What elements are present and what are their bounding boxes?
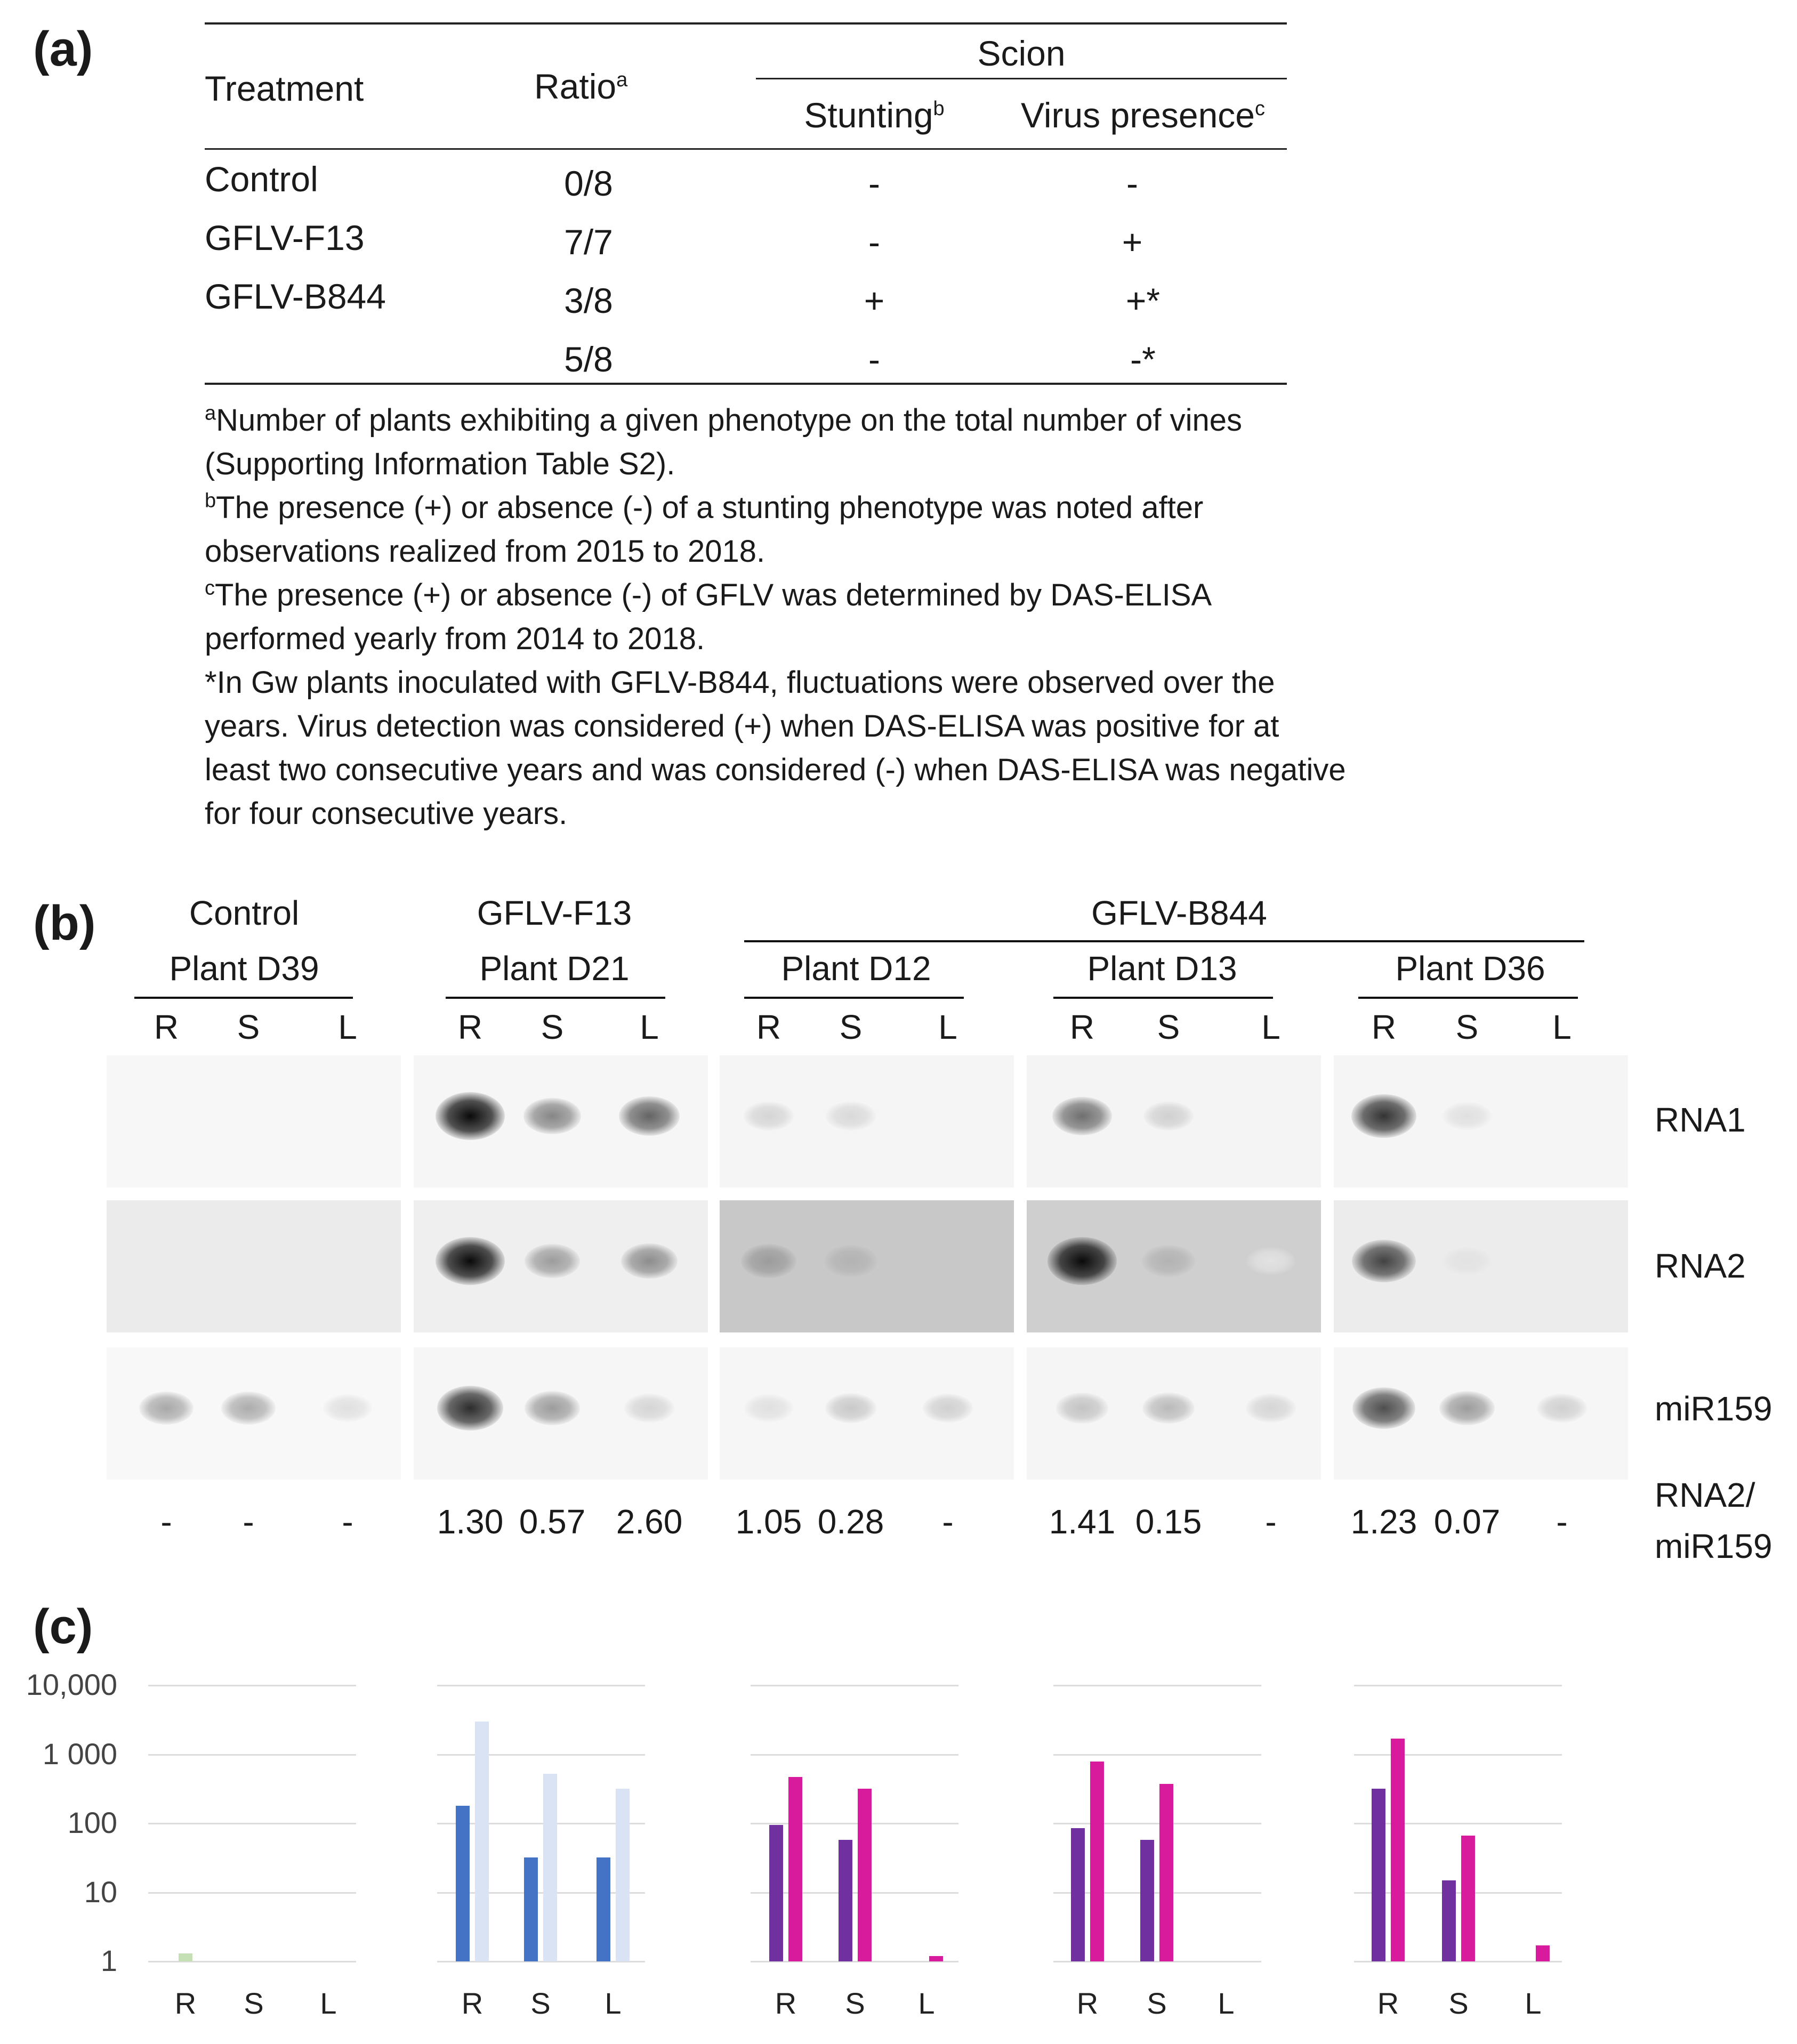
lane-label: S: [1455, 1008, 1479, 1046]
plant-label: Plant D39: [169, 949, 319, 988]
row-virus: -: [1126, 164, 1138, 203]
bar: [179, 1953, 192, 1961]
blot-image: [720, 1200, 1014, 1332]
bar: [1140, 1840, 1154, 1961]
blot-band: [436, 1092, 505, 1140]
footnote: *In Gw plants inoculated with GFLV-B844, fluctuations were observed over the years. Virus detection was considered (+) when DAS-ELISA was positive for at least two consecutive years and was considered (-) when DAS-ELISA was negative for four consecutive years.: [205, 665, 1346, 831]
gridline: [437, 1754, 645, 1756]
x-tick-label: L: [1525, 1986, 1542, 2020]
blot-band: [744, 1102, 794, 1130]
blot-band: [1142, 1393, 1195, 1424]
bar: [456, 1806, 470, 1961]
bar: [788, 1777, 802, 1961]
footnote: $^a$Number of plants exhibiting a given phenotype on the total number of vines (Supporting Information Table S2).: [205, 402, 1243, 481]
blot-image: [1027, 1347, 1321, 1480]
ratio-value: -: [942, 1502, 954, 1541]
gridline: [1053, 1754, 1261, 1756]
blot-image: [107, 1200, 401, 1332]
lane-label: L: [640, 1008, 659, 1046]
plant-label: Plant D21: [479, 949, 630, 988]
x-tick-label: S: [530, 1986, 551, 2020]
row-label-mir159: miR159: [1655, 1389, 1772, 1428]
group-title: Control: [189, 894, 300, 932]
plant-underline: [1053, 997, 1273, 999]
blot-band: [1352, 1387, 1415, 1429]
blot-band: [1351, 1094, 1417, 1138]
bar: [543, 1774, 557, 1961]
ratio-value: 1.23: [1350, 1502, 1417, 1541]
bar: [524, 1857, 538, 1961]
gridline: [148, 1892, 356, 1894]
row-treatment: GFLV-B844: [205, 277, 386, 316]
plant-underline: [1358, 997, 1578, 999]
table-bottom-rule: [205, 383, 1287, 385]
row-treatment: Control: [205, 159, 318, 199]
scion-rule: [756, 78, 1287, 79]
x-tick-label: L: [320, 1986, 337, 2020]
x-tick-label: R: [775, 1986, 797, 2020]
y-tick-label: 10: [84, 1875, 117, 1909]
ratio-value: 2.60: [616, 1502, 683, 1541]
row-treatment: GFLV-F13: [205, 218, 365, 257]
ratio-value: -: [1265, 1502, 1277, 1541]
plant-underline: [744, 997, 964, 999]
ratio-value: 1.05: [735, 1502, 802, 1541]
ratio-value: -: [243, 1502, 254, 1541]
ratio-value: 0.15: [1135, 1502, 1202, 1541]
lane-label: R: [1371, 1008, 1397, 1046]
gridline: [148, 1685, 356, 1686]
blot-image: [1027, 1200, 1321, 1332]
x-tick-label: S: [845, 1986, 865, 2020]
ratio-label: miR159: [1655, 1527, 1772, 1565]
bar: [769, 1825, 783, 1961]
blot-band: [1052, 1097, 1112, 1135]
row-ratio: 7/7: [564, 222, 613, 262]
ratio-value: 1.30: [437, 1502, 504, 1541]
gridline: [751, 1823, 958, 1824]
bar: [597, 1857, 610, 1961]
x-tick-label: R: [461, 1986, 484, 2020]
y-tick-label: 1: [100, 1944, 117, 1977]
bar: [475, 1722, 489, 1961]
bar: [616, 1789, 630, 1961]
gridline: [148, 1823, 356, 1824]
row-virus: +: [1122, 222, 1143, 262]
blot-band: [221, 1392, 275, 1424]
blot-image: [1027, 1055, 1321, 1187]
bar: [1090, 1762, 1104, 1961]
header-virus-presence: Virus presence$^c$: [1020, 95, 1266, 135]
header-scion: Scion: [977, 34, 1066, 73]
x-tick-label: S: [1147, 1986, 1167, 2020]
table-top-rule: [205, 22, 1287, 25]
plant-label: Plant D12: [781, 949, 931, 988]
y-tick-label: 100: [67, 1806, 117, 1839]
header-treatment: Treatment: [205, 69, 364, 108]
blot-band: [619, 1096, 680, 1136]
blot-image: [414, 1200, 708, 1332]
x-tick-label: L: [918, 1986, 935, 2020]
bar: [1442, 1880, 1456, 1961]
gridline: [1354, 1754, 1562, 1756]
blot-band: [741, 1244, 796, 1278]
blot-band: [826, 1102, 875, 1130]
lane-label: R: [457, 1008, 483, 1046]
row-stunting: -: [868, 164, 880, 203]
plant-label: Plant D36: [1395, 949, 1545, 988]
blot-image: [1334, 1200, 1628, 1332]
blot-band: [621, 1243, 678, 1279]
group-title: GFLV-B844: [1091, 894, 1267, 932]
row-virus: +*: [1125, 281, 1161, 320]
x-tick-label: S: [244, 1986, 264, 2020]
y-tick-label: 10,000: [26, 1668, 117, 1701]
panel-c-label: (c): [33, 1599, 93, 1654]
blot-band: [1439, 1391, 1495, 1425]
blot-image: [720, 1347, 1014, 1480]
bar: [929, 1956, 943, 1961]
panel-b-label: (b): [33, 896, 96, 950]
lane-label: S: [839, 1008, 863, 1046]
blot-band: [437, 1386, 503, 1431]
group-underline: [744, 940, 1584, 942]
x-tick-label: R: [1377, 1986, 1399, 2020]
row-label-rna1: RNA1: [1655, 1101, 1746, 1139]
blot-band: [1246, 1247, 1295, 1275]
gridline: [751, 1685, 958, 1686]
blot-image: [414, 1055, 708, 1187]
ratio-value: 0.07: [1433, 1502, 1501, 1541]
blot-band: [1246, 1394, 1296, 1423]
footnote: $^b$The presence (+) or absence (-) of a stunting phenotype was noted after observations realized from 2015 to 2018.: [205, 489, 1204, 569]
lane-label: R: [154, 1008, 179, 1046]
blot-band: [525, 1244, 580, 1278]
plant-underline: [134, 997, 353, 999]
blot-image: [720, 1055, 1014, 1187]
header-rule: [205, 148, 1287, 150]
ratio-value: -: [342, 1502, 353, 1541]
x-tick-label: R: [1076, 1986, 1099, 2020]
blot-band: [1537, 1394, 1588, 1423]
bar: [1372, 1789, 1385, 1961]
bar: [1159, 1784, 1173, 1961]
row-stunting: +: [864, 281, 885, 320]
bar: [858, 1789, 872, 1961]
group-title: GFLV-F13: [477, 894, 632, 932]
row-ratio: 5/8: [564, 340, 613, 379]
ratio-value: 0.28: [817, 1502, 884, 1541]
blot-image: [107, 1347, 401, 1480]
y-tick-label: 1 000: [42, 1736, 117, 1771]
lane-label: L: [938, 1008, 957, 1046]
blot-band: [323, 1394, 372, 1422]
x-tick-label: L: [1218, 1986, 1235, 2020]
lane-label: S: [237, 1008, 260, 1046]
blot-band: [1443, 1247, 1492, 1275]
bar: [1071, 1828, 1085, 1961]
blot-band: [825, 1393, 876, 1423]
row-stunting: -: [868, 340, 880, 379]
blot-image: [1334, 1347, 1628, 1480]
gridline: [1053, 1685, 1261, 1686]
blot-band: [139, 1392, 194, 1425]
blot-band: [523, 1098, 581, 1134]
x-tick-label: L: [605, 1986, 622, 2020]
blot-band: [1352, 1240, 1416, 1282]
bar: [1461, 1836, 1475, 1961]
blot-band: [525, 1391, 580, 1425]
plant-label: Plant D13: [1087, 949, 1237, 988]
gridline: [751, 1754, 958, 1756]
blot-image: [414, 1347, 708, 1480]
row-ratio: 3/8: [564, 281, 613, 320]
blot-band: [1056, 1393, 1108, 1423]
blot-band: [1047, 1237, 1117, 1285]
table-footnotes: [205, 399, 1351, 836]
lane-label: L: [1552, 1008, 1572, 1046]
ratio-label: RNA2/: [1655, 1476, 1755, 1514]
gridline: [148, 1754, 356, 1756]
ratio-value: -: [160, 1502, 172, 1541]
x-tick-label: S: [1448, 1986, 1469, 2020]
lane-label: L: [338, 1008, 357, 1046]
row-label-rna2: RNA2: [1655, 1247, 1746, 1285]
lane-label: R: [756, 1008, 781, 1046]
lane-label: S: [541, 1008, 564, 1046]
ratio-value: -: [1556, 1502, 1568, 1541]
blot-band: [1142, 1245, 1195, 1277]
footnote: $^c$The presence (+) or absence (-) of GFLV was determined by DAS-ELISA performed yearly from 2014 to 2018.: [205, 577, 1211, 656]
blot-band: [436, 1237, 505, 1285]
row-stunting: -: [868, 222, 880, 262]
blot-image: [107, 1055, 401, 1187]
ratio-value: 0.57: [519, 1502, 586, 1541]
blot-band: [824, 1245, 877, 1277]
lane-label: S: [1157, 1008, 1180, 1046]
gridline: [1354, 1685, 1562, 1686]
blot-band: [1443, 1102, 1492, 1130]
bar: [1391, 1739, 1405, 1961]
blot-band: [923, 1394, 973, 1423]
ratio-value: 1.41: [1049, 1502, 1116, 1541]
bar: [839, 1840, 852, 1961]
gridline: [437, 1685, 645, 1686]
blot-band: [624, 1394, 674, 1423]
gridline: [1053, 1823, 1261, 1824]
panel-a-label: (a): [33, 22, 93, 76]
header-ratio: Ratio$^a$: [534, 67, 628, 106]
lane-label: R: [1069, 1008, 1095, 1046]
header-stunting: Stunting$^b$: [804, 95, 945, 135]
x-tick-label: R: [174, 1986, 197, 2020]
bar: [1536, 1945, 1550, 1961]
blot-band: [1143, 1102, 1194, 1131]
lane-label: L: [1261, 1008, 1280, 1046]
blot-band: [744, 1394, 793, 1422]
blot-image: [1334, 1055, 1628, 1187]
row-ratio: 0/8: [564, 164, 613, 203]
plant-underline: [446, 997, 665, 999]
row-virus: -*: [1130, 340, 1156, 379]
